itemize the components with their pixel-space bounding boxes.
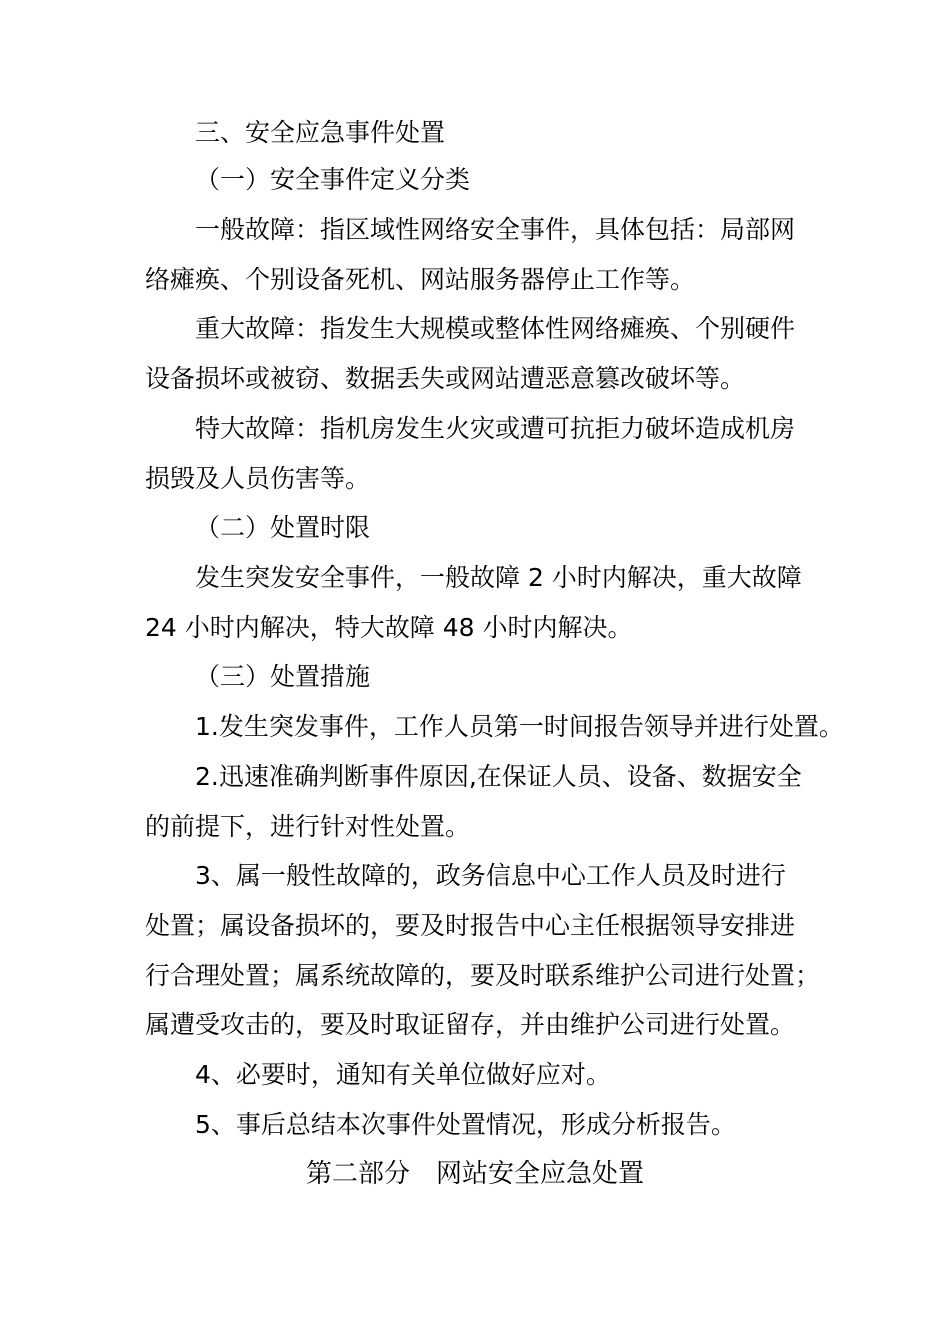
- measure-3-line1: 3、属一般性故障的，政务信息中心工作人员及时进行: [195, 861, 786, 890]
- measure-2-line2: 的前提下，进行针对性处置。: [145, 812, 471, 841]
- measure-1: 1.发生突发事件，工作人员第一时间报告领导并进行处置。: [195, 712, 844, 741]
- subheading-3: （三）处置措施: [195, 662, 371, 691]
- measure-3-line4: 属遭受攻击的，要及时取证留存，并由维护公司进行处置。: [145, 1010, 796, 1039]
- paragraph-severe-fault-line2: 损毁及人员伤害等。: [145, 464, 371, 493]
- section-heading-3: 三、安全应急事件处置: [195, 118, 446, 147]
- part-two-title: 第二部分 网站安全应急处置: [305, 1159, 644, 1189]
- paragraph-general-fault-line1: 一般故障：指区域性网络安全事件，具体包括：局部网: [195, 215, 796, 244]
- paragraph-time-limit-line2: 24 小时内解决，特大故障 48 小时内解决。: [145, 613, 633, 642]
- paragraph-general-fault-line2: 络瘫痪、个别设备死机、网站服务器停止工作等。: [145, 265, 696, 294]
- measure-3-line2: 处置；属设备损坏的，要及时报告中心主任根据领导安排进: [145, 911, 796, 940]
- paragraph-major-fault-line2: 设备损坏或被窃、数据丢失或网站遭恶意篡改破坏等。: [145, 364, 746, 393]
- measure-2-line1: 2.迅速准确判断事件原因,在保证人员、设备、数据安全: [195, 762, 802, 791]
- measure-3-line3: 行合理处置；属系统故障的，要及时联系维护公司进行处置；: [145, 961, 821, 990]
- subheading-1: （一）安全事件定义分类: [195, 165, 471, 194]
- paragraph-major-fault-line1: 重大故障：指发生大规模或整体性网络瘫痪、个别硬件: [195, 314, 796, 343]
- measure-5: 5、事后总结本次事件处置情况，形成分析报告。: [195, 1110, 736, 1139]
- measure-4: 4、必要时，通知有关单位做好应对。: [195, 1060, 611, 1089]
- subheading-2: （二）处置时限: [195, 513, 371, 542]
- paragraph-time-limit-line1: 发生突发安全事件，一般故障 2 小时内解决，重大故障: [195, 563, 802, 592]
- paragraph-severe-fault-line1: 特大故障：指机房发生火灾或遭可抗拒力破坏造成机房: [195, 414, 796, 443]
